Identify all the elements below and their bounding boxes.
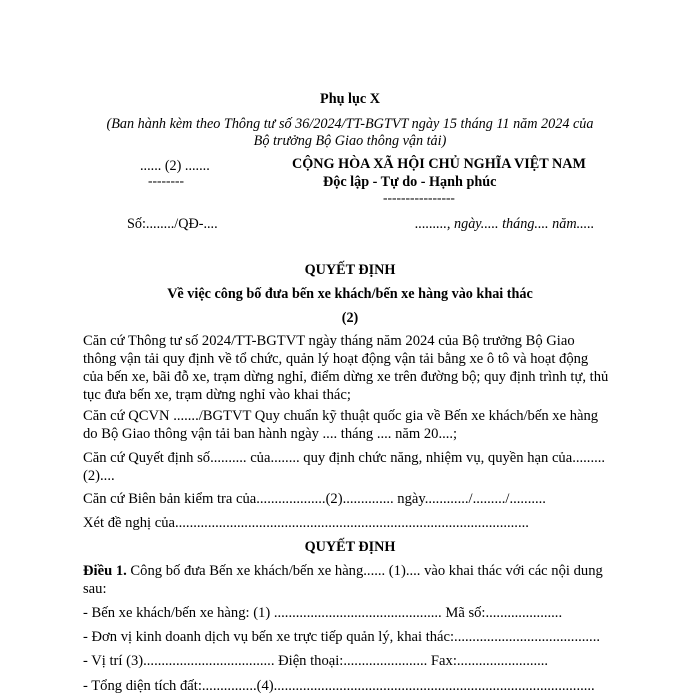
basis-5-line-1: Xét đề nghị của................................................................................................. bbox=[83, 515, 529, 531]
basis-1-line-3: của bến xe, bãi đỗ xe, trạm dừng nghỉ, điểm dừng xe trên đường bộ; quy định trình tự, thủ bbox=[83, 369, 609, 385]
motto-rule: ---------------- bbox=[383, 190, 455, 205]
basis-1-line-1: Căn cứ Thông tư số 2024/TT-BGTVT ngày tháng năm 2024 của Bộ trưởng Bộ Giao bbox=[83, 333, 575, 349]
basis-2-line-2: do Bộ Giao thông vận tải ban hành ngày .... tháng .... năm 20....; bbox=[83, 426, 458, 442]
decision-subject: Về việc công bố đưa bến xe khách/bến xe hàng vào khai thác bbox=[167, 286, 533, 302]
appendix-title: Phụ lục X bbox=[320, 91, 380, 107]
article-1-text: Công bố đưa Bến xe khách/bến xe hàng...... (1).... vào khai thác với các nội dung bbox=[126, 563, 603, 579]
basis-3-line-2: (2).... bbox=[83, 468, 115, 484]
decides-title: QUYẾT ĐỊNH bbox=[304, 539, 396, 555]
article-1-line-2: sau: bbox=[83, 581, 107, 597]
national-motto: Độc lập - Tự do - Hạnh phúc bbox=[323, 174, 497, 190]
decision-number: Số:......../QĐ-.... bbox=[127, 216, 218, 232]
article-1-label: Điều 1. bbox=[83, 563, 127, 579]
basis-2-line-1: Căn cứ QCVN ......./BGTVT Quy chuẩn kỹ thuật quốc gia về Bến xe khách/bến xe hàng bbox=[83, 408, 599, 424]
decision-issuer: (2) bbox=[341, 310, 359, 326]
agency-rule: -------- bbox=[148, 173, 184, 188]
agency-name: ...... (2) ....... bbox=[140, 158, 210, 174]
item-land-area: - Tổng diện tích đất:...............(4)........................................................................................ bbox=[83, 678, 595, 694]
basis-3-line-1: Căn cứ Quyết định số.......... của........ quy định chức năng, nhiệm vụ, quyền hạn của......... bbox=[83, 450, 606, 466]
basis-1-line-4: tục đưa bến xe, trạm dừng nghỉ vào khai thác; bbox=[83, 387, 351, 403]
item-station: - Bến xe khách/bến xe hàng: (1) .............................................. Mã số:..................... bbox=[83, 605, 563, 621]
decision-title: QUYẾT ĐỊNH bbox=[304, 262, 396, 278]
country-name: CỘNG HÒA XÃ HỘI CHỦ NGHĨA VIỆT NAM bbox=[292, 156, 586, 172]
item-operator: - Đơn vị kinh doanh dịch vụ bến xe trực tiếp quản lý, khai thác:........................................ bbox=[83, 629, 600, 645]
item-location: - Vị trí (3).................................... Điện thoại:....................... Fax:......................... bbox=[83, 653, 549, 669]
basis-4-line-1: Căn cứ Biên bản kiểm tra của...................(2).............. ngày............/........./.......... bbox=[83, 491, 546, 507]
appendix-note-line2: Bộ trưởng Bộ Giao thông vận tải) bbox=[253, 133, 447, 149]
appendix-note-line1: (Ban hành kèm theo Thông tư số 36/2024/TT-BGTVT ngày 15 tháng 11 năm 2024 của bbox=[106, 116, 594, 132]
place-date: ........., ngày..... tháng.... năm..... bbox=[415, 216, 595, 232]
basis-1-line-2: thông vận tải quy định về tổ chức, quản lý hoạt động vận tải bằng xe ô tô và hoạt động bbox=[83, 351, 589, 367]
article-1-line-1 bbox=[83, 562, 603, 580]
